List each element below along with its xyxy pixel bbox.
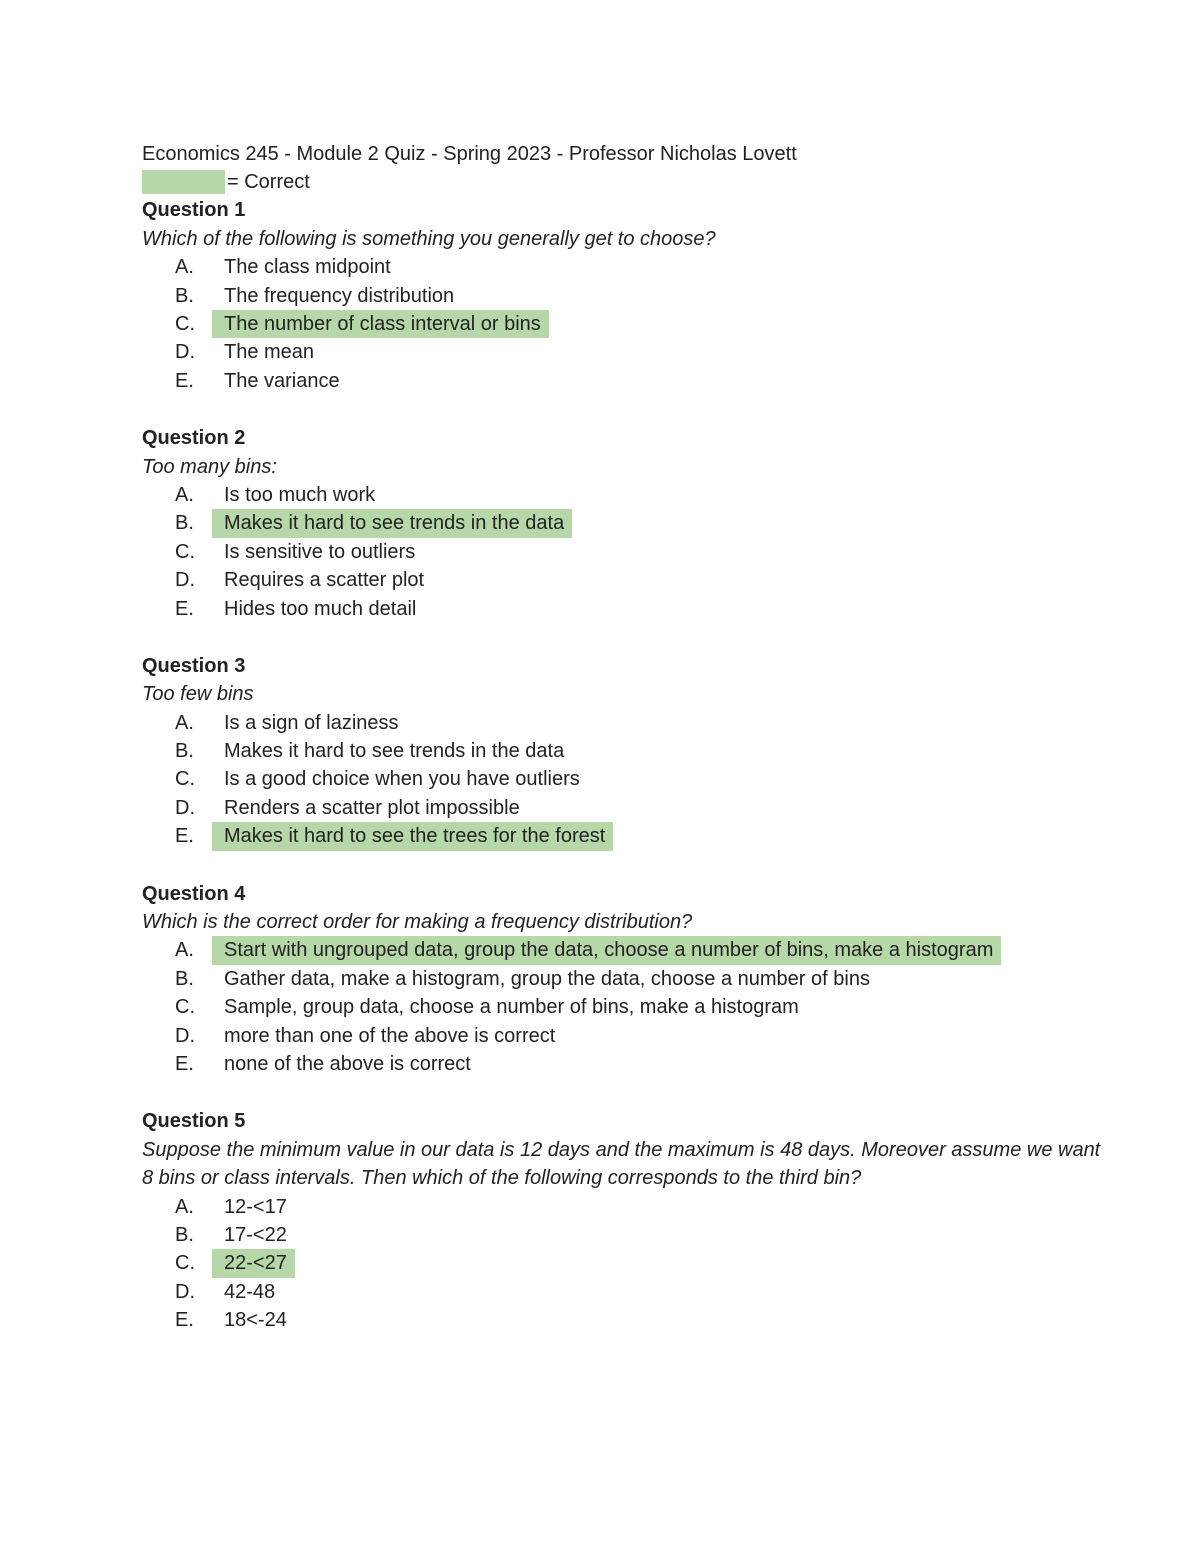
option-text: 12-<17 <box>224 1195 287 1218</box>
answer-option <box>142 1306 1102 1334</box>
answer-options <box>142 709 1102 851</box>
answer-option <box>142 1221 1102 1249</box>
correct-answer-text: Makes it hard to see the trees for the forest <box>212 822 613 850</box>
answer-option <box>142 709 1102 737</box>
answer-options <box>142 481 1102 623</box>
answer-option <box>142 338 1102 366</box>
question-prompt: Suppose the minimum value in our data is 12 days and the maximum is 48 days. Moreover assume we want 8 bins or class intervals. Then which of the following corresponds to the third bin? <box>142 1138 1101 1190</box>
answer-option <box>142 822 1102 850</box>
option-letter: B. <box>175 967 194 990</box>
correct-answer-text: The number of class interval or bins <box>212 310 549 338</box>
option-letter: E. <box>175 1053 194 1075</box>
option-letter: E. <box>175 825 194 848</box>
answer-option <box>142 481 1102 509</box>
option-text: Renders a scatter plot impossible <box>224 796 520 819</box>
question-prompt: Which is the correct order for making a frequency distribution? <box>142 911 693 934</box>
answer-option <box>142 965 1102 993</box>
answer-option <box>142 794 1102 822</box>
question-prompt: Which of the following is something you generally get to choose? <box>142 227 716 250</box>
question-heading: Question 1 <box>142 199 246 222</box>
option-letter: D. <box>175 796 195 819</box>
question-block <box>142 880 1102 1079</box>
question-heading: Question 4 <box>142 882 246 905</box>
correct-answer-text: Makes it hard to see trends in the data <box>212 509 572 537</box>
answer-option <box>142 1193 1102 1221</box>
option-text: Hides too much detail <box>224 597 417 620</box>
answer-option <box>142 1278 1102 1306</box>
answer-option <box>142 253 1102 281</box>
option-text: 18<-24 <box>224 1309 287 1332</box>
option-letter: A. <box>175 256 194 279</box>
question-prompt: Too many bins: <box>142 455 277 478</box>
question-heading: Question 2 <box>142 427 246 450</box>
option-text: Makes it hard to see trends in the data <box>224 740 565 763</box>
option-letter: A. <box>175 939 194 962</box>
answer-option <box>142 737 1102 765</box>
question-prompt: Too few bins <box>142 683 254 706</box>
option-text: 17-<22 <box>224 1223 287 1246</box>
legend-label: = Correct <box>227 171 310 193</box>
question-block <box>142 652 1102 851</box>
answer-options <box>142 936 1102 1078</box>
option-letter: E. <box>175 597 194 620</box>
option-text: Is sensitive to outliers <box>224 540 416 563</box>
option-text: The variance <box>224 369 340 392</box>
answer-option <box>142 509 1102 537</box>
option-letter: E. <box>175 1309 194 1332</box>
answer-options <box>142 253 1102 395</box>
option-text: more than one of the above is correct <box>224 1024 556 1047</box>
question-list <box>142 196 1102 1334</box>
correct-legend <box>142 168 1102 196</box>
option-letter: C. <box>175 768 195 791</box>
answer-option <box>142 765 1102 793</box>
option-text: The frequency distribution <box>224 284 455 307</box>
question-block <box>142 424 1102 623</box>
option-text: Gather data, make a histogram, group the data, choose a number of bins <box>224 967 870 990</box>
answer-options <box>142 1193 1102 1335</box>
correct-answer-text: Start with ungrouped data, group the data, choose a number of bins, make a histogram <box>212 936 1001 964</box>
option-letter: D. <box>175 569 195 592</box>
question-block <box>142 1107 1102 1334</box>
option-letter: B. <box>175 740 194 763</box>
answer-option <box>142 538 1102 566</box>
option-text: Requires a scatter plot <box>224 569 425 592</box>
answer-option <box>142 1050 1102 1078</box>
answer-option <box>142 595 1102 623</box>
option-letter: B. <box>175 512 194 535</box>
option-letter: C. <box>175 1252 195 1275</box>
correct-swatch <box>142 170 225 194</box>
answer-option <box>142 1249 1102 1277</box>
option-text: The class midpoint <box>224 256 391 279</box>
option-letter: E. <box>175 369 194 392</box>
option-letter: B. <box>175 1223 194 1246</box>
option-letter: C. <box>175 312 195 335</box>
answer-option <box>142 936 1102 964</box>
option-letter: B. <box>175 284 194 307</box>
answer-option <box>142 566 1102 594</box>
option-letter: C. <box>175 540 195 563</box>
answer-option <box>142 282 1102 310</box>
question-heading: Question 5 <box>142 1110 246 1133</box>
option-letter: D. <box>175 341 195 364</box>
correct-answer-text: 22-<27 <box>212 1249 295 1277</box>
option-text: none of the above is correct <box>224 1053 471 1075</box>
option-letter: D. <box>175 1024 195 1047</box>
question-block <box>142 196 1102 395</box>
option-text: Sample, group data, choose a number of bins, make a histogram <box>224 996 799 1019</box>
option-text: Is too much work <box>224 483 376 506</box>
option-letter: A. <box>175 1195 194 1218</box>
option-text: Is a good choice when you have outliers <box>224 768 580 791</box>
option-text: The mean <box>224 341 315 364</box>
option-letter: D. <box>175 1280 195 1303</box>
option-letter: A. <box>175 711 194 734</box>
quiz-document <box>142 140 1102 1364</box>
option-text: 42-48 <box>224 1280 276 1303</box>
answer-option <box>142 993 1102 1021</box>
answer-option <box>142 310 1102 338</box>
question-heading: Question 3 <box>142 654 246 677</box>
option-letter: C. <box>175 996 195 1019</box>
document-title: Economics 245 - Module 2 Quiz - Spring 2023 - Professor Nicholas Lovett <box>142 143 797 165</box>
option-text: Is a sign of laziness <box>224 711 399 734</box>
option-letter: A. <box>175 483 194 506</box>
answer-option <box>142 367 1102 395</box>
answer-option <box>142 1022 1102 1050</box>
